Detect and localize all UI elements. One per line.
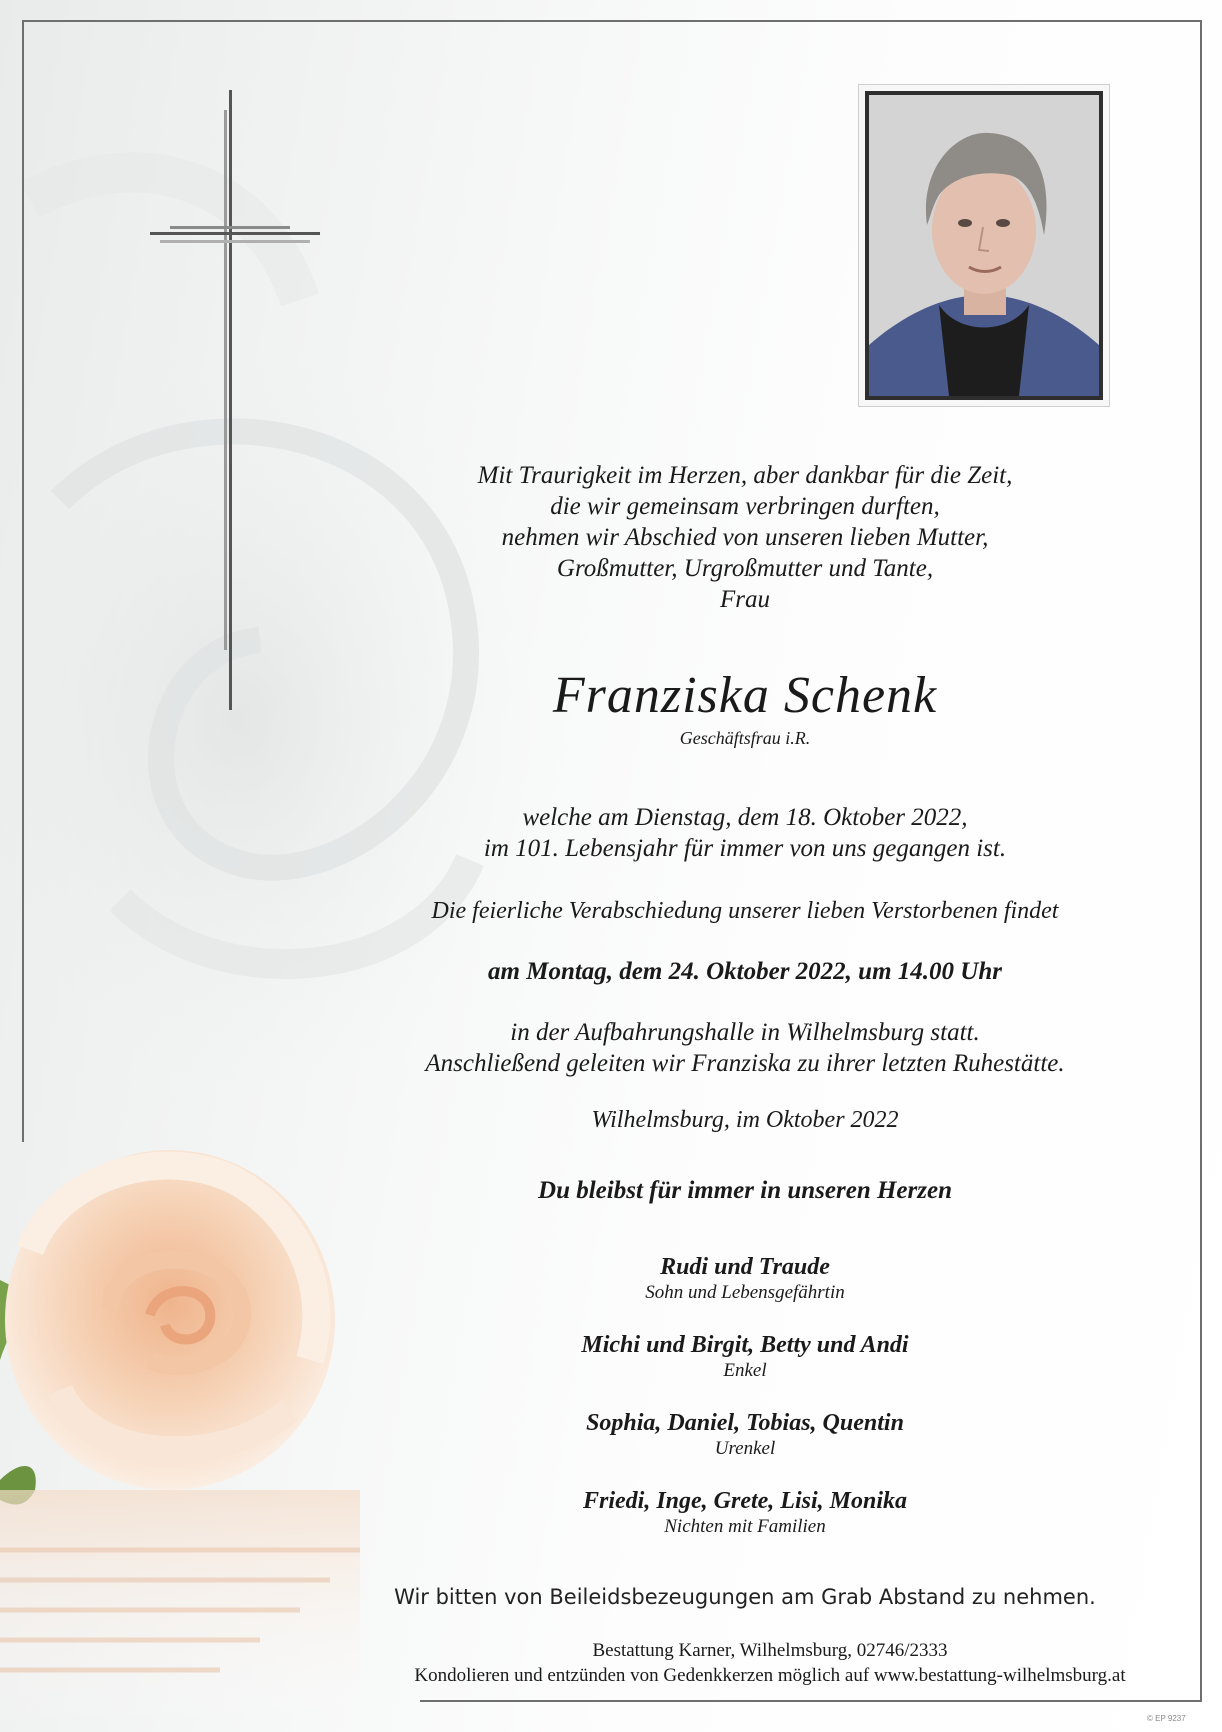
family-names: Friedi, Inge, Grete, Lisi, Monika <box>582 1488 907 1514</box>
motto: Du bleibst für immer in unseren Herzen <box>538 1177 952 1204</box>
deceased-name: Franziska Schenk <box>552 667 938 724</box>
cross-icon <box>150 90 320 710</box>
family-entry <box>360 1409 1130 1461</box>
family-relation: Nichten mit Familien <box>664 1516 826 1537</box>
ceremony-location <box>360 1017 1130 1079</box>
ceremony-line: Die feierliche Verabschiedung unserer lieben Verstorbenen findet <box>431 898 1059 924</box>
undertaker-line: Kondolieren und entzünden von Gedenkkerzen möglich auf www.bestattung-wilhelmsburg.at <box>414 1665 1126 1686</box>
ceremony-datetime: am Montag, dem 24. Oktober 2022, um 14.00 Uhr <box>488 958 1002 985</box>
intro-line: Großmutter, Urgroßmutter und Tante, <box>556 555 934 582</box>
condolence-request: Wir bitten von Beileidsbezeugungen am Grab Abstand zu nehmen. <box>394 1585 1096 1609</box>
family-entry <box>360 1487 1130 1539</box>
family-names: Michi und Birgit, Betty und Andi <box>581 1332 909 1358</box>
place-date: Wilhelmsburg, im Oktober 2022 <box>591 1107 899 1133</box>
family-names: Sophia, Daniel, Tobias, Quentin <box>586 1410 904 1436</box>
portrait-photo-frame <box>858 84 1110 407</box>
intro-line: Mit Traurigkeit im Herzen, aber dankbar für die Zeit, <box>477 462 1013 489</box>
undertaker-line: Bestattung Karner, Wilhelmsburg, 02746/2333 <box>592 1640 948 1661</box>
frame-left-border <box>22 20 24 1142</box>
family-entry <box>360 1253 1130 1305</box>
frame-top-border <box>22 20 1202 22</box>
family-list <box>360 1253 1130 1565</box>
family-entry <box>360 1331 1130 1383</box>
death-line: im 101. Lebensjahr für immer von uns gegangen ist. <box>483 835 1007 862</box>
intro-line: Frau <box>720 586 770 613</box>
location-line: Anschließend geleiten wir Franziska zu ihrer letzten Ruhestätte. <box>425 1050 1065 1077</box>
deceased-occupation: Geschäftsfrau i.R. <box>679 728 811 748</box>
frame-bottom-border <box>420 1700 1202 1702</box>
family-relation: Urenkel <box>714 1438 776 1459</box>
print-code: © EP 9237 <box>1147 1714 1186 1723</box>
intro-line: nehmen wir Abschied von unseren lieben Mutter, <box>501 524 989 551</box>
intro-line: die wir gemeinsam verbringen durften, <box>550 493 940 520</box>
undertaker-info <box>300 1638 1222 1688</box>
intro-text <box>360 460 1130 615</box>
family-relation: Enkel <box>723 1360 767 1381</box>
frame-right-border <box>1200 20 1202 1700</box>
death-line: welche am Dienstag, dem 18. Oktober 2022, <box>522 804 968 831</box>
family-relation: Sohn und Lebensgefährtin <box>645 1282 845 1303</box>
portrait-photo <box>865 91 1103 400</box>
death-notice <box>360 802 1130 864</box>
location-line: in der Aufbahrungshalle in Wilhelmsburg statt. <box>510 1019 980 1046</box>
family-names: Rudi und Traude <box>660 1254 830 1280</box>
